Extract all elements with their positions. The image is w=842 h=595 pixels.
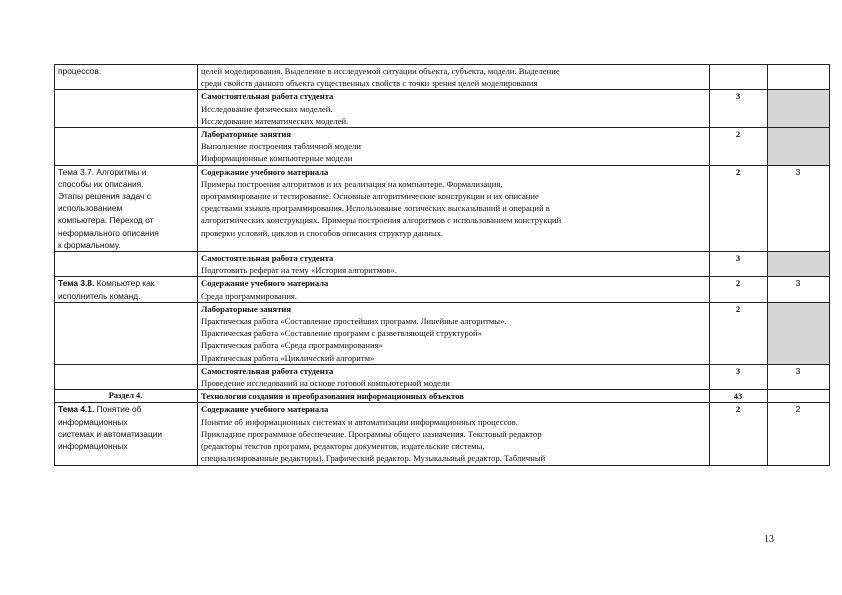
hours-cell: 2 (710, 277, 768, 302)
level-cell: 3 (768, 277, 830, 302)
content-heading: Самостоятельная работа студента (201, 365, 334, 376)
content-line: Выполнение построения табличной модели (201, 141, 361, 152)
topic-line: способы их описания. (58, 178, 144, 189)
content-cell (198, 364, 710, 389)
topic-cell (55, 90, 198, 128)
content-heading: Содержание учебного материала (201, 166, 329, 177)
content-line: Примеры построения алгоритмов и их реализация на компьютере. Формализация, (201, 178, 503, 189)
topic-line: неформального описания (58, 227, 159, 238)
level-cell-shaded (768, 128, 830, 166)
level-cell-shaded (768, 90, 830, 128)
content-heading: Самостоятельная работа студента (201, 253, 334, 264)
content-cell (198, 277, 710, 302)
content-line: Исследование физических моделей. (201, 103, 333, 114)
topic-line: к формальному. (58, 239, 121, 250)
content-line: средствами языков программирования. Использование логических высказываний и операций в (201, 203, 550, 214)
level-cell-shaded (768, 302, 830, 364)
topic-line: системах и автоматизации (58, 428, 163, 439)
content-line: Практическая работа «Среда программирования» (201, 340, 383, 351)
table-row (55, 302, 830, 364)
level-cell (768, 390, 830, 403)
content-line: Практическая работа «Составление простейших программ. Линейные алгоритмы». (201, 316, 507, 327)
topic-line: исполнитель команд. (58, 290, 141, 301)
section-title-text: Технологии создания и преобразования информационных объектов (201, 391, 464, 402)
table-row (55, 165, 830, 251)
content-line: Понятие об информационных системах и автоматизации информационных процессов. (201, 416, 518, 427)
topic-cell (55, 252, 198, 277)
table-row (55, 128, 830, 166)
level-cell: 3 (768, 165, 830, 251)
topic-cell (55, 277, 198, 302)
topic-cell (55, 128, 198, 166)
table-row (55, 277, 830, 302)
page-number: 13 (764, 534, 774, 545)
content-heading: Содержание учебного материала (201, 404, 329, 415)
content-cell (198, 252, 710, 277)
content-line: специализированные редакторы). Графический редактор. Музыкальный редактор. Табличный (201, 453, 546, 464)
content-heading: Содержание учебного материала (201, 278, 329, 289)
topic-line (58, 403, 193, 415)
topic-line: Этапы решения задач с (58, 191, 151, 202)
content-line: Подготовить реферат на тему «История алгоритмов». (201, 265, 397, 276)
level-cell (768, 65, 830, 90)
topic-cell (55, 403, 198, 465)
hours-cell: 43 (710, 390, 768, 403)
hours-cell: 3 (710, 90, 768, 128)
content-line: проверки условий, циклов и способов описания структур данных. (201, 227, 444, 238)
content-cell (198, 403, 710, 465)
topic-number: Тема 4.1. (58, 404, 95, 415)
content-line: Исследование математических моделей. (201, 115, 349, 126)
content-line: Информационные компьютерные модели (201, 153, 353, 164)
table-row (55, 364, 830, 389)
topic-line: использованием (58, 203, 123, 214)
hours-cell: 3 (710, 252, 768, 277)
table-row (55, 90, 830, 128)
content-line: Практическая работа «Циклический алгоритм» (201, 352, 375, 363)
topic-title: Понятие об (94, 404, 142, 415)
content-cell (198, 90, 710, 128)
hours-cell: 2 (710, 128, 768, 166)
level-cell-shaded (768, 252, 830, 277)
curriculum-table (54, 64, 830, 466)
section-title (198, 390, 710, 403)
content-line: (редакторы текстов программ, редакторы документов, издательские системы, (201, 441, 485, 452)
content-line: программирование и тестирование. Основные алгоритмические конструкции и их описание (201, 191, 539, 202)
content-line: алгоритмических конструкциях. Примеры построения алгоритмов с использованием конструкций (201, 215, 562, 226)
content-cell (198, 128, 710, 166)
content-line: Среда программирования. (201, 290, 298, 301)
topic-cell (55, 165, 198, 251)
content-line: целей моделирования. Выделение в исследуемой ситуации объекта, субъекта, модели. Выделение (201, 66, 560, 76)
topic-line: информационных (58, 416, 128, 427)
hours-cell: 2 (710, 403, 768, 465)
hours-cell: 3 (710, 364, 768, 389)
content-line: Прикладное программное обеспечение. Программы общего назначения. Текстовый редактор (201, 428, 542, 439)
hours-cell (710, 65, 768, 90)
table-row (55, 252, 830, 277)
topic-number: Тема 3.8. (58, 278, 95, 289)
table-row (55, 403, 830, 465)
content-line: среди свойств данного объекта существенных свойств с точки зрения целей моделирования (201, 78, 538, 89)
topic-cell (55, 302, 198, 364)
content-line: Практическая работа «Составление программ с разветвляющей структурой» (201, 328, 482, 339)
level-cell: 2 (768, 403, 830, 465)
topic-line: Тема 3.7. Алгоритмы и (58, 166, 147, 177)
hours-cell: 2 (710, 165, 768, 251)
content-cell (198, 65, 710, 90)
content-heading: Самостоятельная работа студента (201, 91, 334, 102)
topic-title: Компьютер как (94, 278, 155, 289)
section-row (55, 390, 830, 403)
content-heading: Лабораторные занятия (201, 303, 292, 314)
level-cell: 3 (768, 364, 830, 389)
topic-line: информационных (58, 441, 128, 452)
content-line: Проведение исследований на основе готовой компьютерной модели (201, 378, 450, 389)
hours-cell: 2 (710, 302, 768, 364)
topic-cell (55, 364, 198, 389)
content-cell (198, 165, 710, 251)
topic-line: компьютера. Переход от (58, 215, 154, 226)
section-label: Раздел 4. (55, 390, 198, 403)
content-heading: Лабораторные занятия (201, 129, 292, 140)
table-row (55, 65, 830, 90)
topic-text: процессов. (58, 66, 102, 76)
topic-line (58, 277, 193, 289)
content-cell (198, 302, 710, 364)
topic-cell (55, 65, 198, 90)
